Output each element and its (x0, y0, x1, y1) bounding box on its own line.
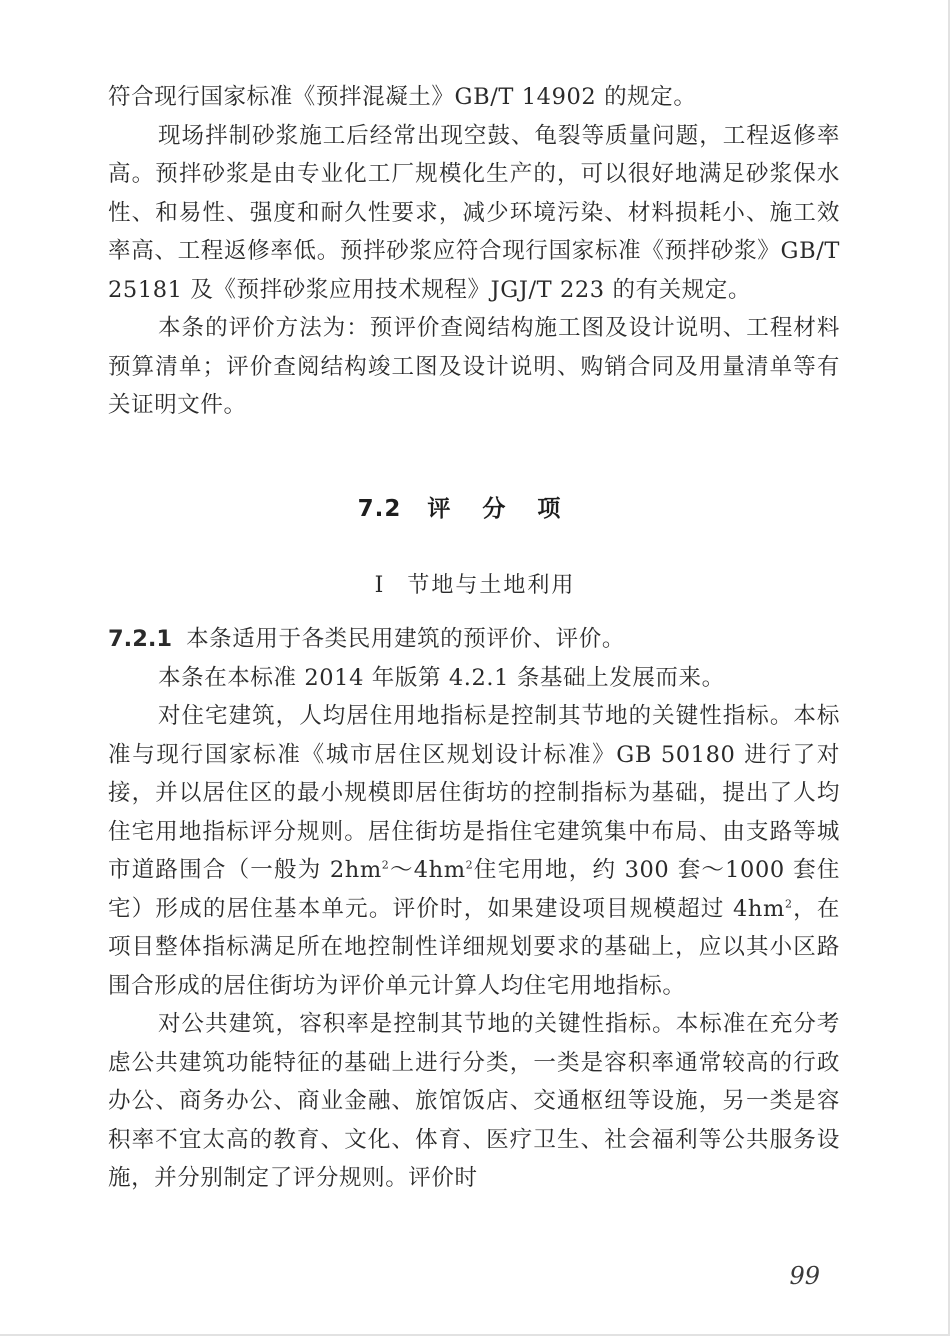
residential-text-2: ～4hm (389, 857, 466, 883)
section-heading (0, 490, 950, 523)
section-number: 7.2 (357, 496, 402, 522)
superscript-2: 2 (381, 858, 390, 872)
paragraph-origin: 本条在本标准 2014 年版第 4.2.1 条基础上发展而来。 (158, 664, 725, 691)
subsection-title: 节地与土地利用 (407, 573, 576, 598)
paragraph-premixed-mortar: 现场拌制砂浆施工后经常出现空鼓、龟裂等质量问题，工程返修率高。预拌砂浆是由专业化工厂规模化生产的，可以很好地满足砂浆保水性、和易性、强度和耐久性要求，减少环境污染、材料损耗小、施工效率高、工程返修率低。预拌砂浆应符合现行国家标准《预拌砂浆》GB/T 25181 及《预拌砂浆应用技术规程》JGJ/T 223 的有关规定。 (108, 122, 840, 303)
paragraph-concrete-standard: 符合现行国家标准《预拌混凝土》GB/T 14902 的规定。 (108, 84, 697, 110)
residential-text-4: ，在项目整体指标满足所在地控制性详细规划要求的基础上，应以其小区路围合形成的居住街坊为评价单元计算人均住宅用地指标。 (108, 895, 840, 999)
clause-number: 7.2.1 (108, 626, 173, 652)
body-text-top (108, 78, 840, 425)
clause-paragraph (108, 620, 840, 659)
clause-text: 本条适用于各类民用建筑的预评价、评价。 (186, 626, 625, 652)
body-text-bottom (108, 620, 840, 1198)
superscript-2: 2 (784, 897, 793, 910)
paragraph-public-buildings: 对公共建筑，容积率是控制其节地的关键性指标。本标准在充分考虑公共建筑功能特征的基础上进行分类，一类是容积率通常较高的行政办公、商务办公、商业金融、旅馆饭店、交通枢纽等设施，另一类是容积率不宜太高的教育、文化、体育、医疗卫生、社会福利等公共服务设施，并分别制定了评分规则。评价时 (108, 1011, 840, 1191)
superscript-2: 2 (465, 858, 474, 872)
paragraph-evaluation-method: 本条的评价方法为：预评价查阅结构施工图及设计说明、工程材料预算清单；评价查阅结构竣工图及设计说明、购销合同及用量清单等有关证明文件。 (108, 315, 840, 418)
page-number: 99 (789, 1262, 820, 1290)
subsection-roman-numeral: Ⅰ (374, 573, 386, 598)
residential-text-1: 对住宅建筑，人均居住用地指标是控制其节地的关键性指标。本标准与现行国家标准《城市居住区规划设计标准》GB 50180 进行了对接，并以居住区的最小规模即居住街坊的控制指标为基础，提出了人均住宅用地指标评分规则。居住街坊是指住宅建筑集中布局、由支路等城市道路围合（一般为 2hm (108, 703, 840, 883)
paragraph-residential (108, 697, 840, 1005)
residential-text-3: 住宅用地，约 300 套～1000 套住宅）形成的居住基本单元。评价时，如果建设项目规模超过 4hm (108, 857, 840, 922)
subsection-heading (0, 568, 950, 599)
section-title: 评分项 (427, 496, 593, 522)
